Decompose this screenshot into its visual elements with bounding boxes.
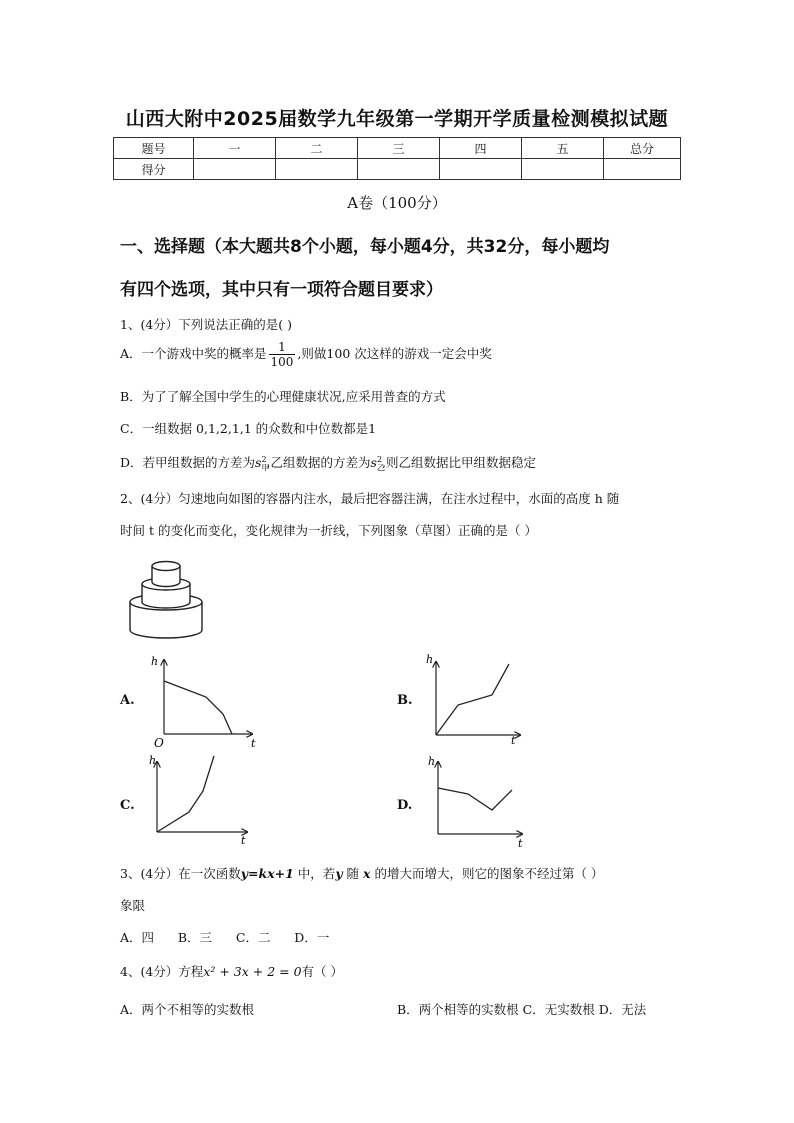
table-cell [604, 159, 681, 180]
question-1-stem: 1、(4分）下列说法正确的是( ) [120, 317, 293, 332]
table-cell: 四 [440, 138, 522, 159]
origin-label: O [154, 736, 164, 750]
stem-text: 3、(4分）在一次函数 [120, 866, 241, 881]
option-text: D．若甲组数据的方差为 [120, 455, 256, 470]
question-1-option-c: C．一组数据 0,1,2,1,1 的众数和中位数都是1 [120, 421, 377, 436]
axis-label-h: h [428, 755, 436, 768]
variance-symbol: s [370, 455, 377, 470]
option-text: ,则乙组数据比甲组数据稳定 [382, 455, 537, 470]
question-3-options: A．四 B．三 C．二 D．一 [120, 930, 330, 945]
superscript: 2 [261, 454, 267, 464]
score-table [113, 137, 681, 180]
table-row [114, 159, 681, 180]
graph-label-b: B. [397, 693, 413, 708]
table-cell: 五 [522, 138, 604, 159]
table-cell: 总分 [604, 138, 681, 159]
subscript: 乙 [376, 463, 385, 473]
axis-label-t: t [241, 834, 246, 846]
question-2-stem-line2: 时间 t 的变化而变化，变化规律为一折线，下列图象（草图）正确的是（ ） [120, 523, 537, 538]
fraction-denominator: 100 [270, 355, 294, 369]
curve [164, 681, 232, 734]
table-row [114, 138, 681, 159]
question-1-option-a [120, 340, 492, 369]
equation: x² + 3x + 2 = 0 [203, 964, 302, 979]
table-cell [440, 159, 522, 180]
table-cell [358, 159, 440, 180]
table-cell: 得分 [114, 159, 194, 180]
table-cell: 二 [276, 138, 358, 159]
stem-text: 随 [342, 866, 364, 881]
container-figure [126, 558, 206, 640]
section-subtitle: A卷（100分） [347, 194, 447, 212]
subscript: 甲 [261, 463, 270, 473]
fraction [269, 340, 296, 369]
graph-label-d: D. [397, 798, 413, 813]
question-3-stem-line2: 象限 [120, 898, 146, 913]
table-cell: 题号 [114, 138, 194, 159]
axis-label-h: h [426, 653, 434, 666]
section-heading-line1: 一、选择题（本大题共8个小题，每小题4分，共32分，每小题均 [120, 237, 610, 257]
graph-label-a: A. [120, 693, 135, 708]
superscript: 2 [376, 454, 383, 464]
variable-x: x [363, 866, 371, 881]
table-cell [522, 159, 604, 180]
graph-b [424, 650, 530, 746]
option-text: ,乙组数据的方差为 [266, 455, 371, 470]
graph-label-c: C. [120, 798, 135, 813]
stem-text: 4、(4分）方程 [120, 964, 204, 979]
curve [436, 664, 509, 735]
option-text: A．一个游戏中奖的概率是 [120, 346, 267, 361]
question-4-options-bcd: B．两个相等的实数根 C．无实数根 D．无法 [397, 1002, 647, 1017]
fraction-numerator: 1 [269, 340, 296, 355]
axis-label-t: t [518, 837, 523, 850]
section-heading-line2: 有四个选项，其中只有一项符合题目要求） [120, 280, 443, 300]
graph-a [148, 652, 264, 750]
question-4-option-a: A．两个不相等的实数根 [120, 1002, 255, 1017]
axis-label-t: t [251, 737, 256, 750]
curve [438, 788, 512, 810]
page-title: 山西大附中2025届数学九年级第一学期开学质量检测模拟试题 [125, 108, 669, 130]
question-3-stem-line1 [120, 864, 603, 882]
axis-label-t: t [511, 734, 516, 746]
question-4-stem [120, 962, 343, 980]
variance-symbol: s [255, 455, 262, 470]
function-expression: y=kx+1 [240, 866, 294, 881]
variable-y: y [335, 866, 343, 881]
question-2-stem-line1: 2、(4分）匀速地向如图的容器内注水，最后把容器注满，在注水过程中，水面的高度 h 随 [120, 491, 620, 506]
table-cell: 一 [194, 138, 276, 159]
curve [157, 756, 214, 832]
graph-d [424, 752, 530, 850]
axis-label-h: h [149, 754, 157, 767]
question-1-option-b: B．为了了解全国中学生的心理健康状况,应采用普查的方式 [120, 389, 446, 404]
stem-text: 的增大而增大，则它的图象不经过第（ ） [370, 866, 604, 881]
axis-label-h: h [151, 655, 159, 668]
table-cell [276, 159, 358, 180]
option-text: ,则做100 次这样的游戏一定会中奖 [297, 346, 492, 361]
table-cell [194, 159, 276, 180]
table-cell: 三 [358, 138, 440, 159]
stem-text: 中，若 [293, 866, 336, 881]
graph-c [145, 750, 255, 846]
question-1-option-d [120, 453, 536, 474]
stem-text: 有（ ） [301, 964, 344, 979]
